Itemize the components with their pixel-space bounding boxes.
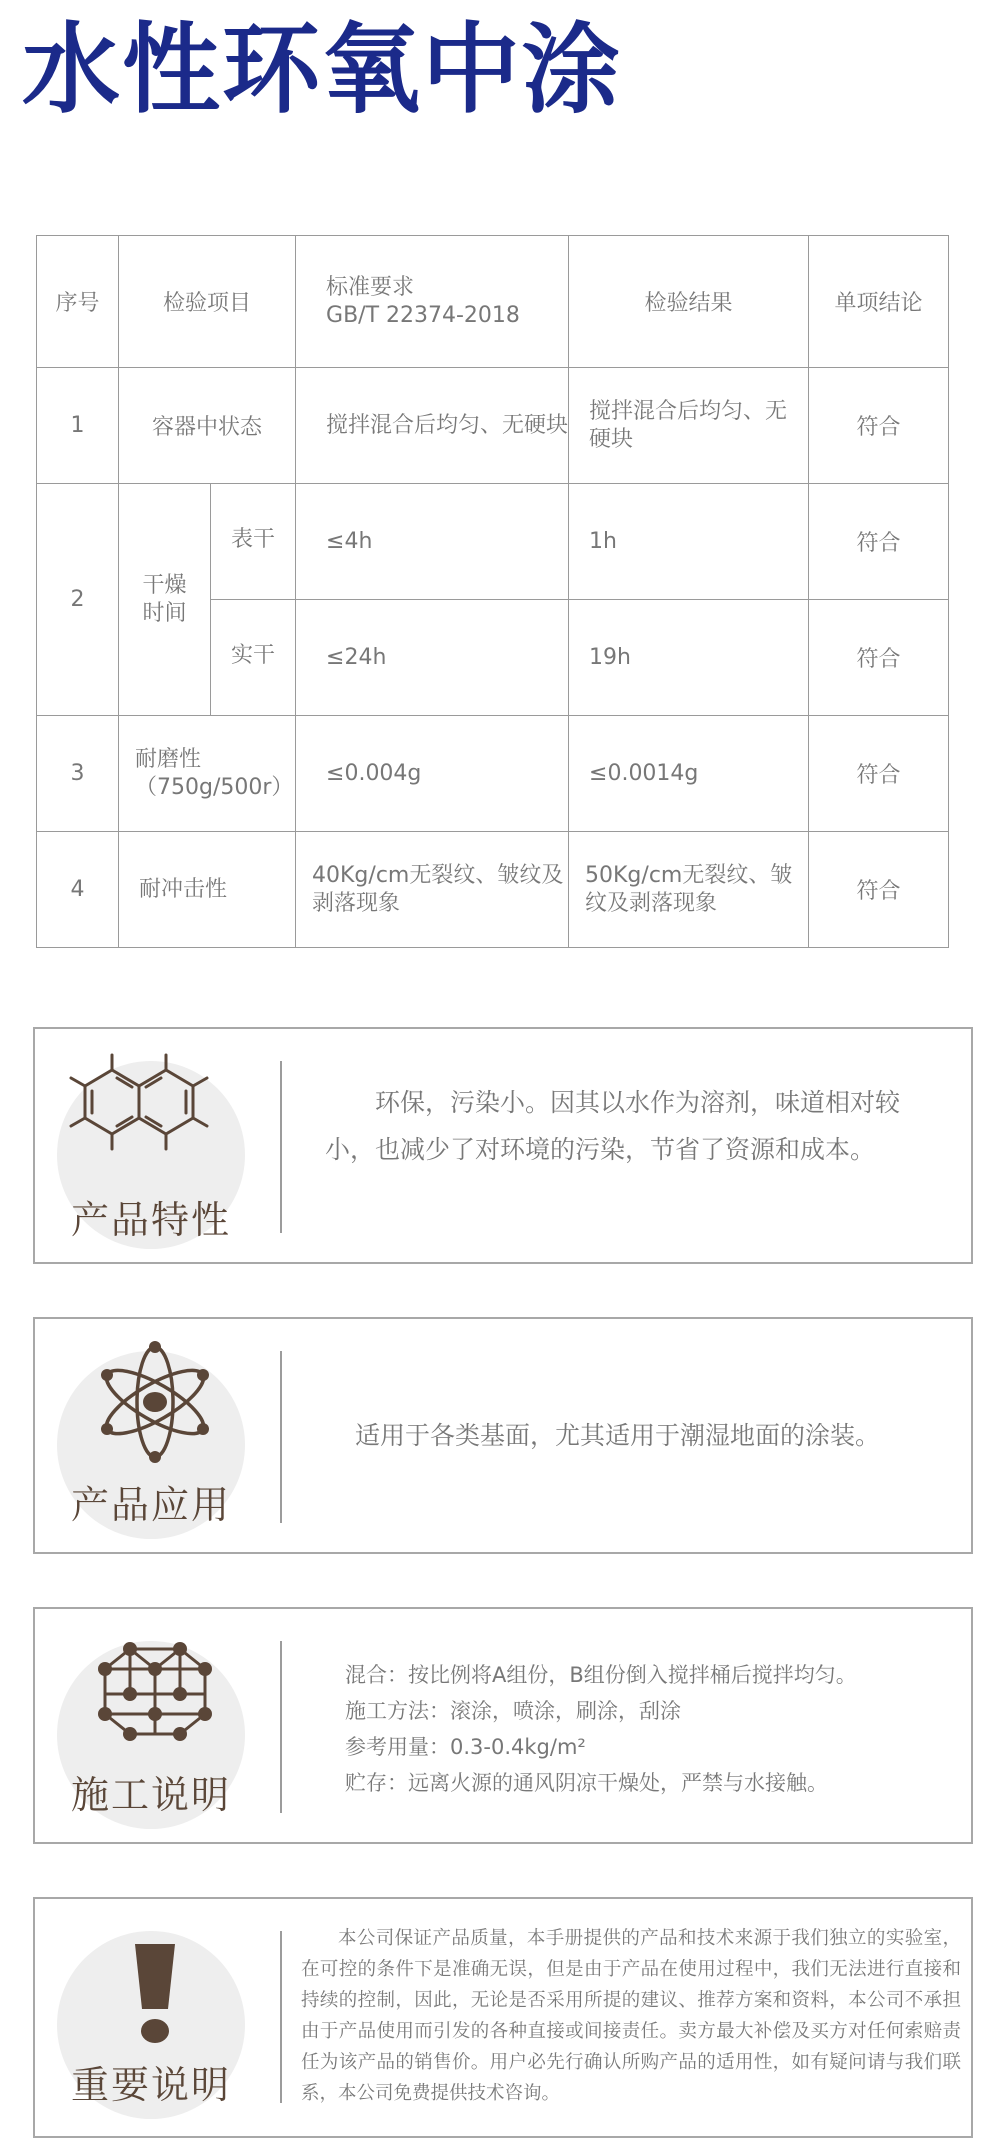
table-header-row bbox=[37, 236, 949, 368]
row3-item-line2: （750g/500r） bbox=[135, 774, 294, 800]
application-text: 适用于各类基面，尤其适用于潮湿地面的涂装。 bbox=[355, 1421, 881, 1450]
row1-conclusion: 符合 bbox=[809, 368, 949, 484]
features-text: 环保，污染小。因其以水作为溶剂，味道相对较小，也减少了对环境的污染，节省了资源和成本。 bbox=[325, 1088, 901, 1164]
row3-standard: ≤0.004g bbox=[296, 716, 569, 832]
features-label: 产品特性 bbox=[70, 1198, 231, 1242]
row3-result: ≤0.0014g bbox=[569, 716, 809, 832]
page-title: 水性环氧中涂 bbox=[22, 13, 623, 127]
row1-item: 容器中状态 bbox=[119, 368, 296, 484]
table-row bbox=[37, 716, 949, 832]
application-divider bbox=[280, 1351, 282, 1523]
application-box bbox=[33, 1317, 973, 1554]
hexagon-molecule-icon bbox=[55, 1039, 255, 1169]
row2-item-label: 干燥时间 bbox=[142, 572, 187, 626]
row4-conclusion: 符合 bbox=[809, 832, 949, 948]
row4-standard: 40Kg/cm无裂纹、皱纹及剥落现象 bbox=[296, 832, 569, 948]
row3-item-line1: 耐磨性 bbox=[135, 746, 202, 772]
row1-no: 1 bbox=[37, 368, 119, 484]
row4-result: 50Kg/cm无裂纹、皱纹及剥落现象 bbox=[569, 832, 809, 948]
header-conclusion: 单项结论 bbox=[809, 236, 949, 368]
row2a-conclusion: 符合 bbox=[809, 484, 949, 600]
row4-item: 耐冲击性 bbox=[119, 832, 296, 948]
construction-label: 施工说明 bbox=[70, 1773, 231, 1817]
row2a-standard: ≤4h bbox=[296, 484, 569, 600]
construction-text bbox=[345, 1657, 955, 1801]
spec-table bbox=[36, 235, 949, 948]
table-row bbox=[37, 484, 949, 600]
construction-line-storage: 贮存：远离火源的通风阴凉干燥处，严禁与水接触。 bbox=[345, 1771, 828, 1795]
row3-item bbox=[119, 716, 296, 832]
table-row bbox=[37, 368, 949, 484]
features-box bbox=[33, 1027, 973, 1264]
construction-box bbox=[33, 1607, 973, 1844]
row2a-result: 1h bbox=[569, 484, 809, 600]
construction-line-dosage: 参考用量：0.3-0.4kg/m² bbox=[345, 1735, 586, 1759]
table-row bbox=[37, 832, 949, 948]
row2b-result: 19h bbox=[569, 600, 809, 716]
row2b-conclusion: 符合 bbox=[809, 600, 949, 716]
header-item: 检验项目 bbox=[119, 236, 296, 368]
row2b-subitem: 实干 bbox=[211, 600, 296, 716]
notice-box bbox=[33, 1897, 973, 2138]
row2-item bbox=[119, 484, 211, 716]
row1-result: 搅拌混合后均匀、无硬块 bbox=[569, 368, 809, 484]
row4-no: 4 bbox=[37, 832, 119, 948]
application-label: 产品应用 bbox=[70, 1483, 231, 1527]
row2b-standard: ≤24h bbox=[296, 600, 569, 716]
header-standard-code: GB/T 22374-2018 bbox=[326, 302, 520, 328]
construction-line-method: 施工方法：滚涂，喷涂，刷涂，刮涂 bbox=[345, 1699, 681, 1723]
header-no: 序号 bbox=[37, 236, 119, 368]
notice-text: 本公司保证产品质量，本手册提供的产品和技术来源于我们独立的实验室，在可控的条件下是准确无误，但是由于产品在使用过程中，我们无法进行直接和持续的控制，因此，无论是否采用所提的建议、推荐方案和资料，本公司不承担由于产品使用而引发的各种直接或间接责任。卖方最大补偿及买方对任何索赔责任为该产品的销售价。用户必先行确认所购产品的适用性，如有疑问请与我们联系，本公司免费提供技术咨询。 bbox=[301, 1928, 961, 2104]
features-divider bbox=[280, 1061, 282, 1233]
notice-label: 重要说明 bbox=[70, 2063, 231, 2107]
header-standard-label: 标准要求 bbox=[326, 274, 415, 300]
lattice-structure-icon bbox=[90, 1639, 220, 1749]
row3-conclusion: 符合 bbox=[809, 716, 949, 832]
row2-no: 2 bbox=[37, 484, 119, 716]
row2a-subitem: 表干 bbox=[211, 484, 296, 600]
row3-no: 3 bbox=[37, 716, 119, 832]
construction-line-mixing: 混合：按比例将A组份，B组份倒入搅拌桶后搅拌均匀。 bbox=[345, 1663, 857, 1687]
atom-icon bbox=[85, 1337, 225, 1467]
notice-divider bbox=[280, 1931, 282, 2103]
header-standard bbox=[296, 236, 569, 368]
row1-standard: 搅拌混合后均匀、无硬块 bbox=[296, 368, 569, 484]
header-result: 检验结果 bbox=[569, 236, 809, 368]
exclamation-icon bbox=[130, 1939, 180, 2049]
construction-divider bbox=[280, 1641, 282, 1813]
